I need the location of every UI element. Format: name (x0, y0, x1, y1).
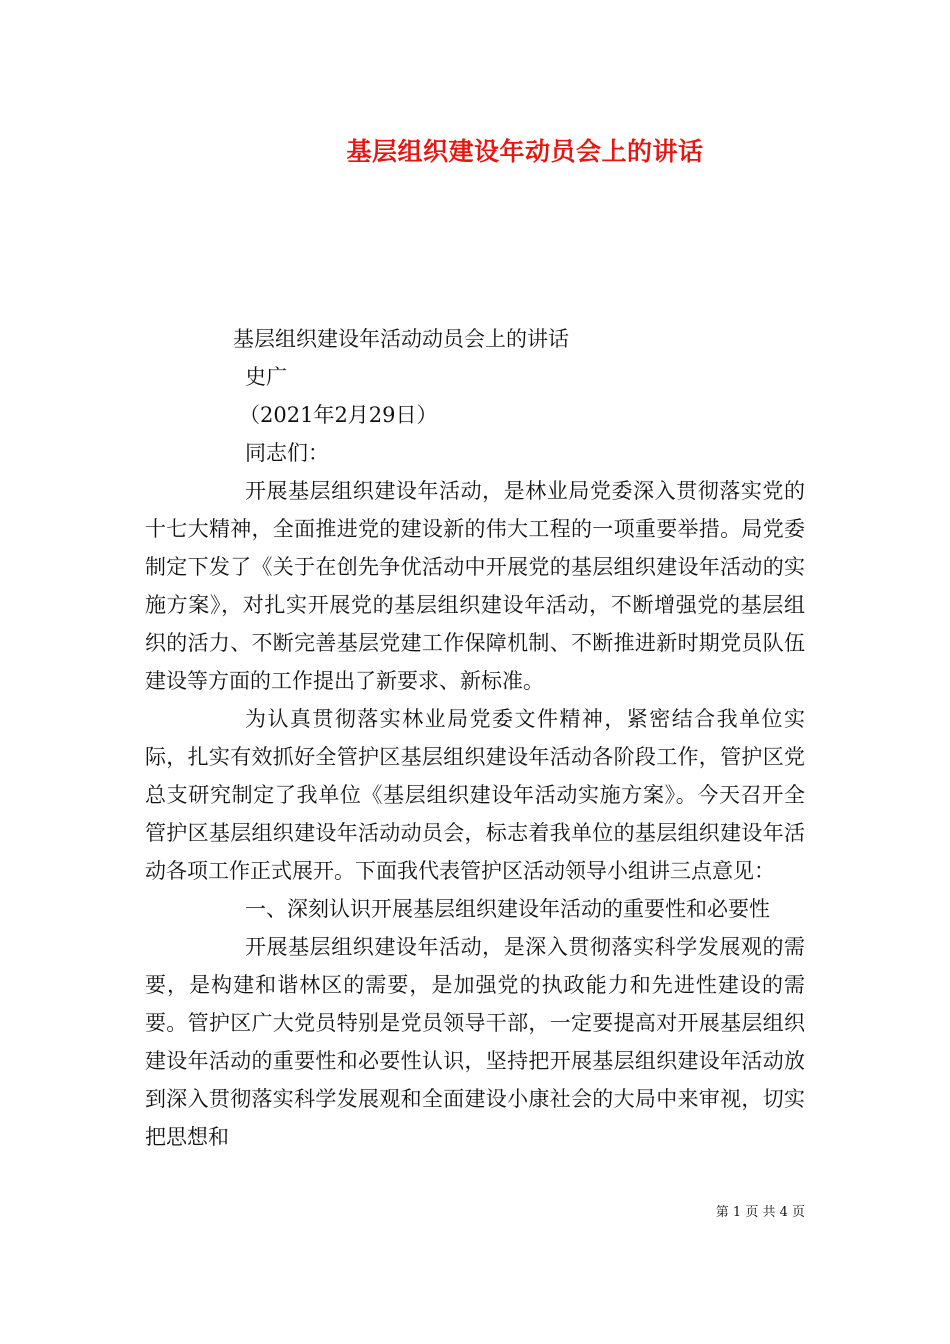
salutation: 同志们： (245, 441, 329, 465)
page-number-label: 第 1 页 共 4 页 (715, 1205, 805, 1220)
page-number-footer (716, 1203, 805, 1223)
speech-date: （2021年2月29日） (239, 403, 438, 427)
paragraph-3: 开展基层组织建设年活动，是深入贯彻落实科学发展观的需要，是构建和谐林区的需要，是加强党的执政能力和先进性建设的需要。管护区广大党员特别是党员领导干部，一定要提高对开展基层组织建设年活动的重要性和必要性认识，坚持把开展基层组织建设年活动放到深入贯彻落实科学发展观和全面建设小康社会的大局中来审视，切实把思想和 (145, 935, 805, 1149)
speech-title: 基层组织建设年活动动员会上的讲话 (233, 327, 569, 351)
section-heading-1: 一、深刻认识开展基层组织建设年活动的重要性和必要性 (245, 897, 770, 921)
author-name: 史广 (245, 365, 287, 389)
paragraph-2: 为认真贯彻落实林业局党委文件精神，紧密结合我单位实际，扎实有效抓好全管护区基层组织建设年活动各阶段工作，管护区党总支研究制定了我单位《基层组织建设年活动实施方案》。今天召开全管护区基层组织建设年活动动员会，标志着我单位的基层组织建设年活动各项工作正式展开。下面我代表管护区活动领导小组讲三点意见： (145, 707, 805, 883)
paragraph-1: 开展基层组织建设年活动，是林业局党委深入贯彻落实党的十七大精神，全面推进党的建设新的伟大工程的一项重要举措。局党委制定下发了《关于在创先争优活动中开展党的基层组织建设年活动的实施方案》，对扎实开展党的基层组织建设年活动，不断增强党的基层组织的活力、不断完善基层党建工作保障机制、不断推进新时期党员队伍建设等方面的工作提出了新要求、新标准。 (145, 479, 805, 693)
document-body (145, 320, 805, 1156)
document-title: 基层组织建设年动员会上的讲话 (346, 137, 704, 166)
